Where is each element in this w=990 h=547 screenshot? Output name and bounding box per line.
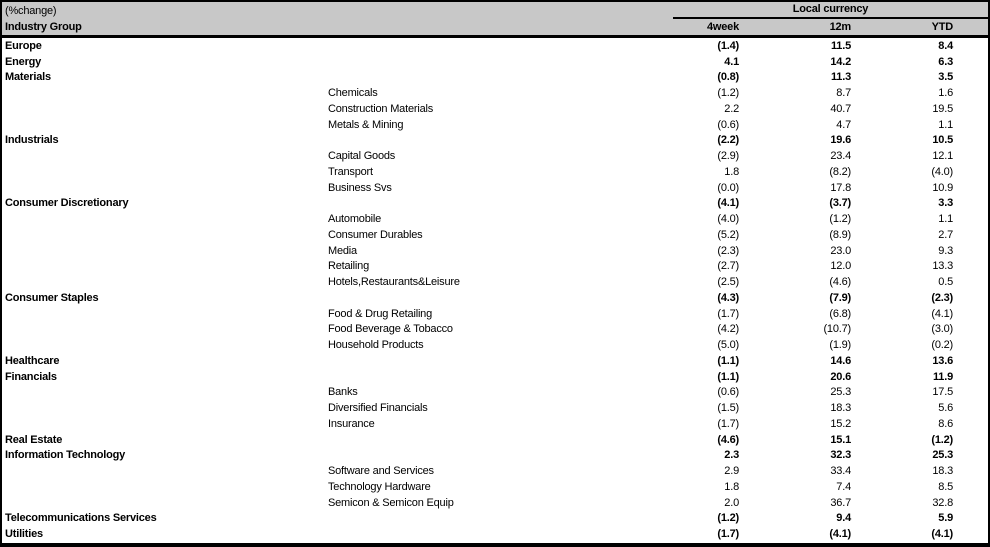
value-ytd: 10.5	[932, 134, 953, 147]
value-ytd: 8.4	[938, 39, 953, 52]
industry-group-column-header: Industry Group	[5, 21, 82, 33]
table-row	[2, 448, 988, 464]
value-ytd: 3.3	[938, 197, 953, 210]
table-row	[2, 211, 988, 227]
industry-label: Hotels,Restaurants&Leisure	[328, 276, 460, 289]
table-row	[2, 337, 988, 353]
table-row	[2, 148, 988, 164]
value-12m: 25.3	[830, 386, 851, 399]
value-12m: 33.4	[830, 465, 851, 478]
value-12m: 15.2	[830, 417, 851, 430]
value-12m: 4.7	[836, 118, 851, 131]
value-4week: (1.1)	[717, 370, 739, 383]
value-ytd: (0.2)	[931, 339, 953, 352]
value-4week: (0.6)	[717, 118, 739, 131]
value-12m: 18.3	[830, 402, 851, 415]
value-ytd: 10.9	[932, 181, 953, 194]
table-row	[2, 495, 988, 511]
value-4week: (2.9)	[717, 150, 739, 163]
value-4week: (0.6)	[717, 386, 739, 399]
value-12m: (1.2)	[829, 213, 851, 226]
value-4week: 2.9	[724, 465, 739, 478]
table-row	[2, 416, 988, 432]
value-12m: (10.7)	[823, 323, 851, 336]
value-4week: (4.2)	[717, 323, 739, 336]
value-ytd: 13.6	[932, 354, 953, 367]
currency-group-header: Local currency	[673, 2, 988, 19]
value-12m: (3.7)	[829, 197, 851, 210]
table-row	[2, 322, 988, 338]
value-ytd: 8.5	[938, 480, 953, 493]
value-ytd: (4.0)	[931, 165, 953, 178]
table-row	[2, 117, 988, 133]
table-row	[2, 274, 988, 290]
table-row	[2, 227, 988, 243]
industry-label: Insurance	[328, 417, 375, 430]
value-12m: 8.7	[836, 87, 851, 100]
industry-label: Semicon & Semicon Equip	[328, 496, 454, 509]
value-4week: 2.3	[724, 449, 739, 462]
table-row	[2, 479, 988, 495]
value-ytd: (3.0)	[931, 323, 953, 336]
value-ytd: 8.6	[938, 417, 953, 430]
value-12m: 14.2	[830, 55, 851, 68]
value-4week: (4.6)	[717, 433, 739, 446]
industry-label: Household Products	[328, 339, 424, 352]
industry-label: Construction Materials	[328, 102, 434, 115]
table-row	[2, 353, 988, 369]
column-header-ytd: YTD	[931, 21, 953, 33]
value-12m: (7.9)	[829, 291, 851, 304]
value-4week: (1.7)	[717, 307, 739, 320]
table-row	[2, 54, 988, 70]
industry-label: Financials	[5, 370, 57, 383]
industry-label: Materials	[5, 71, 51, 84]
value-12m: 20.6	[830, 370, 851, 383]
industry-label: Business Svs	[328, 181, 392, 194]
table-row	[2, 180, 988, 196]
value-ytd: 19.5	[932, 102, 953, 115]
industry-label: Capital Goods	[328, 150, 396, 163]
value-4week: (1.4)	[717, 39, 739, 52]
table-row	[2, 290, 988, 306]
table-row	[2, 511, 988, 527]
value-12m: 36.7	[830, 496, 851, 509]
value-ytd: 25.3	[932, 449, 953, 462]
value-4week: (4.1)	[717, 197, 739, 210]
value-12m: (1.9)	[829, 339, 851, 352]
header-row-columns	[2, 19, 988, 35]
value-4week: 1.8	[724, 165, 739, 178]
table-header	[2, 2, 988, 38]
value-ytd: (4.1)	[931, 307, 953, 320]
value-ytd: 17.5	[932, 386, 953, 399]
industry-label: Healthcare	[5, 354, 60, 367]
value-ytd: 13.3	[932, 260, 953, 273]
industry-label: Telecommunications Services	[5, 512, 157, 525]
value-ytd: 6.3	[938, 55, 953, 68]
industry-label: Consumer Staples	[5, 291, 99, 304]
industry-label: Europe	[5, 39, 42, 52]
value-4week: (1.2)	[717, 512, 739, 525]
value-12m: 17.8	[830, 181, 851, 194]
industry-label: Information Technology	[5, 449, 126, 462]
value-12m: 12.0	[830, 260, 851, 273]
value-ytd: 32.8	[932, 496, 953, 509]
value-12m: 11.5	[830, 39, 851, 52]
industry-label: Food Beverage & Tobacco	[328, 323, 453, 336]
industry-label: Banks	[328, 386, 358, 399]
table-row	[2, 400, 988, 416]
industry-label: Consumer Durables	[328, 228, 423, 241]
value-ytd: 2.7	[938, 228, 953, 241]
table-row	[2, 38, 988, 54]
value-4week: (2.3)	[717, 244, 739, 257]
value-12m: 19.6	[830, 134, 851, 147]
value-4week: (4.0)	[717, 213, 739, 226]
table-row	[2, 85, 988, 101]
value-12m: 9.4	[836, 512, 851, 525]
value-12m: 7.4	[836, 480, 851, 493]
industry-label: Energy	[5, 55, 42, 68]
value-4week: (5.2)	[717, 228, 739, 241]
value-ytd: 9.3	[938, 244, 953, 257]
value-12m: (8.9)	[829, 228, 851, 241]
header-row-top	[2, 2, 988, 19]
table-row	[2, 259, 988, 275]
value-4week: (0.0)	[717, 181, 739, 194]
industry-label: Technology Hardware	[328, 480, 431, 493]
value-ytd: 0.5	[938, 276, 953, 289]
value-ytd: 5.9	[938, 512, 953, 525]
value-4week: (1.2)	[717, 87, 739, 100]
value-4week: 1.8	[724, 480, 739, 493]
value-12m: 14.6	[830, 354, 851, 367]
industry-label: Chemicals	[328, 87, 378, 100]
industry-label: Utilities	[5, 528, 43, 541]
industry-label: Transport	[328, 165, 373, 178]
value-ytd: 1.6	[938, 87, 953, 100]
table-row	[2, 70, 988, 86]
table-row	[2, 463, 988, 479]
industry-label: Real Estate	[5, 433, 63, 446]
value-ytd: 1.1	[938, 213, 953, 226]
column-header-4week: 4week	[706, 21, 739, 33]
value-ytd: 5.6	[938, 402, 953, 415]
value-4week: 2.2	[724, 102, 739, 115]
value-12m: 32.3	[830, 449, 851, 462]
table-row	[2, 526, 988, 542]
table-row	[2, 133, 988, 149]
value-4week: (1.7)	[717, 417, 739, 430]
industry-label: Industrials	[5, 134, 59, 147]
table-row	[2, 432, 988, 448]
value-12m: 40.7	[830, 102, 851, 115]
table-row	[2, 385, 988, 401]
value-ytd: (4.1)	[931, 528, 953, 541]
pct-change-label: (%change)	[5, 4, 57, 17]
industry-label: Software and Services	[328, 465, 434, 478]
value-4week: (1.7)	[717, 528, 739, 541]
value-ytd: (1.2)	[931, 433, 953, 446]
value-4week: (1.1)	[717, 354, 739, 367]
value-ytd: 11.9	[932, 370, 953, 383]
value-12m: (6.8)	[829, 307, 851, 320]
value-4week: (2.5)	[717, 276, 739, 289]
value-4week: 2.0	[724, 496, 739, 509]
value-12m: 15.1	[830, 433, 851, 446]
value-ytd: 1.1	[938, 118, 953, 131]
value-12m: (4.1)	[829, 528, 851, 541]
industry-label: Retailing	[328, 260, 370, 273]
value-4week: (1.5)	[717, 402, 739, 415]
table-row	[2, 369, 988, 385]
table-row	[2, 306, 988, 322]
industry-label: Diversified Financials	[328, 402, 428, 415]
value-4week: (0.8)	[717, 71, 739, 84]
value-ytd: 12.1	[932, 150, 953, 163]
industry-label: Metals & Mining	[328, 118, 404, 131]
value-4week: (5.0)	[717, 339, 739, 352]
value-4week: (2.2)	[717, 134, 739, 147]
industry-label: Automobile	[328, 213, 382, 226]
value-ytd: 3.5	[938, 71, 953, 84]
value-12m: 23.4	[830, 150, 851, 163]
value-4week: (2.7)	[717, 260, 739, 273]
table-row	[2, 101, 988, 117]
value-4week: (4.3)	[717, 291, 739, 304]
value-12m: 11.3	[830, 71, 851, 84]
table-row	[2, 164, 988, 180]
industry-label: Food & Drug Retailing	[328, 307, 433, 320]
column-header-12m: 12m	[829, 21, 851, 33]
table-body	[2, 38, 988, 542]
table-row	[2, 243, 988, 259]
industry-label: Consumer Discretionary	[5, 197, 129, 210]
table-row	[2, 196, 988, 212]
value-12m: (4.6)	[829, 276, 851, 289]
value-ytd: 18.3	[932, 465, 953, 478]
value-12m: 23.0	[830, 244, 851, 257]
value-12m: (8.2)	[829, 165, 851, 178]
value-4week: 4.1	[724, 55, 739, 68]
value-ytd: (2.3)	[931, 291, 953, 304]
industry-label: Media	[328, 244, 357, 257]
